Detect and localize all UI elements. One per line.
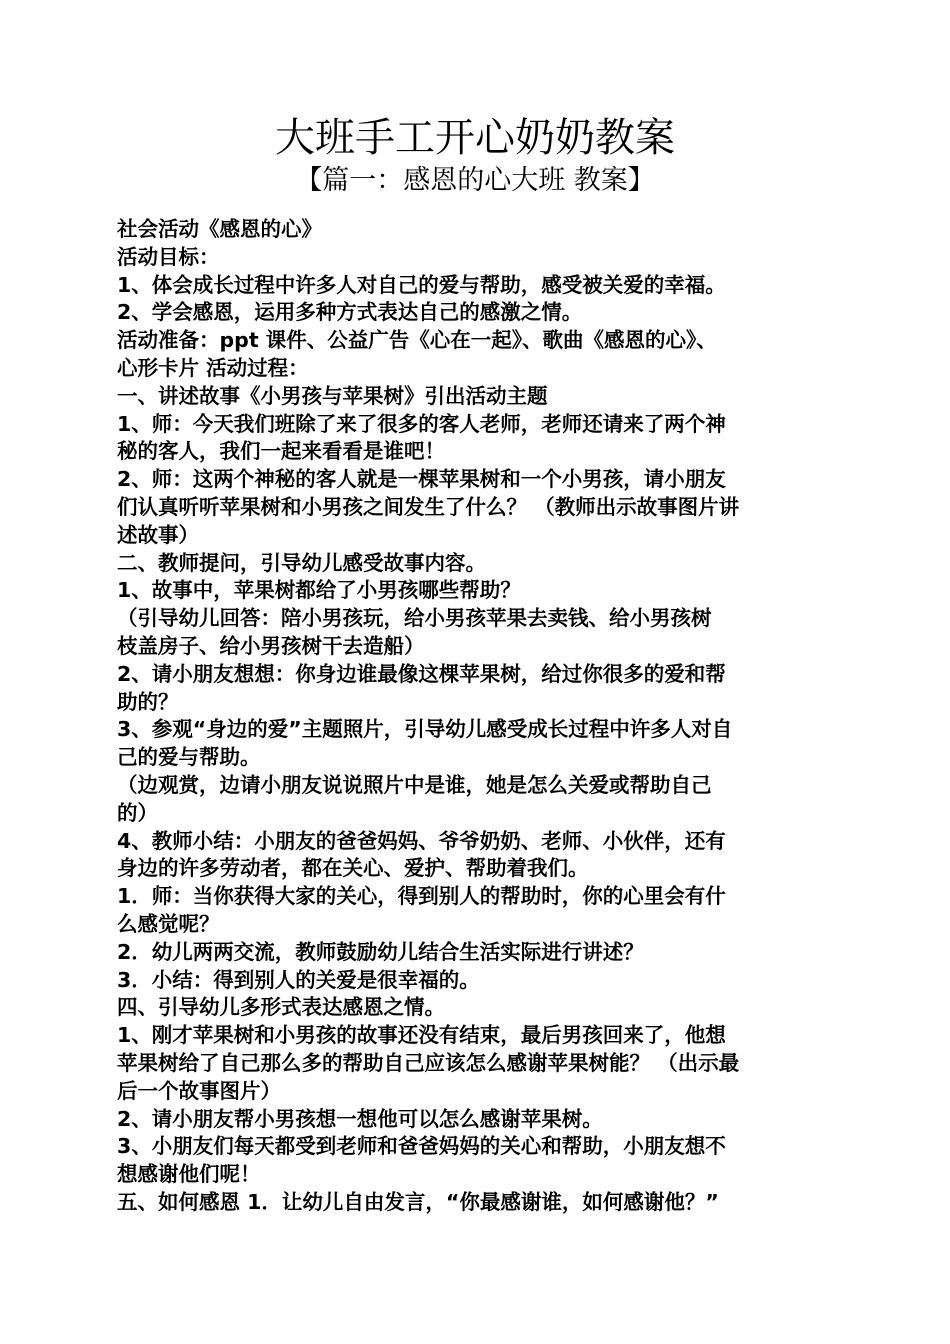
text-line: 秘的客人，我们一起来看看是谁吧！ — [117, 439, 445, 464]
text-line: 想感谢他们呢！ — [117, 1162, 261, 1187]
text-line: 的） — [117, 800, 158, 825]
text-line: 述故事） — [117, 522, 199, 547]
text-line: 2、请小朋友想想：你身边谁最像这棵苹果树，给过你很多的爱和帮 — [117, 661, 726, 686]
text-line: 1、故事中，苹果树都给了小男孩哪些帮助？ — [117, 578, 521, 603]
text-line: 1．师：当你获得大家的关心，得到别人的帮助时，你的心里会有什 — [117, 884, 726, 909]
document-subtitle: 【篇一：感恩的心大班 教案】 — [295, 165, 655, 196]
text-line: 心形卡片 活动过程： — [117, 355, 309, 380]
document-body — [117, 216, 842, 1217]
text-line: 1、体会成长过程中许多人对自己的爱与帮助，感受被关爱的幸福。 — [117, 272, 726, 297]
text-line: 2．幼儿两两交流，教师鼓励幼儿结合生活实际进行讲述？ — [117, 939, 644, 964]
text-line: 四、引导幼儿多形式表达感恩之情。 — [117, 995, 445, 1020]
text-line: 3．小结：得到别人的关爱是很幸福的。 — [117, 967, 480, 992]
text-line: 一、讲述故事《小男孩与苹果树》引出活动主题 — [117, 383, 548, 408]
text-line: 枝盖房子、给小男孩树干去造船） — [117, 633, 425, 658]
text-line: 后一个故事图片） — [117, 1078, 281, 1103]
text-line: 身边的许多劳动者，都在关心、爱护、帮助着我们。 — [117, 856, 589, 881]
text-line: 2、师：这两个神秘的客人就是一棵苹果树和一个小男孩，请小朋友 — [117, 467, 726, 492]
text-line: （边观赏，边请小朋友说说照片中是谁，她是怎么关爱或帮助自己 — [117, 772, 712, 797]
text-line: （引导幼儿回答：陪小男孩玩，给小男孩苹果去卖钱、给小男孩树 — [117, 606, 712, 631]
text-line: 活动目标： — [117, 244, 220, 269]
text-line: 们认真听听苹果树和小男孩之间发生了什么？ （教师出示故事图片讲 — [117, 494, 740, 519]
text-line: 苹果树给了自己那么多的帮助自己应该怎么感谢苹果树能？ （出示最 — [117, 1050, 740, 1075]
text-line: 五、如何感恩 1．让幼儿自由发言，“你最感谢谁，如何感谢他？” — [117, 1189, 719, 1214]
text-line: 4、教师小结：小朋友的爸爸妈妈、爷爷奶奶、老师、小伙伴，还有 — [117, 828, 726, 853]
text-line: 活动准备：ppt 课件、公益广告《心在一起》、歌曲《感恩的心》、 — [117, 328, 717, 353]
text-line: 3、小朋友们每天都受到老师和爸爸妈妈的关心和帮助，小朋友想不 — [117, 1134, 726, 1159]
text-line: 2、学会感恩，运用多种方式表达自己的感激之情。 — [117, 300, 583, 325]
text-line: 1、刚才苹果树和小男孩的故事还没有结束，最后男孩回来了，他想 — [117, 1023, 726, 1048]
text-line: 己的爱与帮助。 — [117, 745, 261, 770]
text-line: 3、参观“身边的爱”主题照片，引导幼儿感受成长过程中许多人对自 — [117, 717, 733, 742]
text-line: 1、师：今天我们班除了来了很多的客人老师，老师还请来了两个神 — [117, 411, 726, 436]
text-line: 么感觉呢？ — [117, 911, 220, 936]
text-line: 助的？ — [117, 689, 179, 714]
text-line: 2、请小朋友帮小男孩想一想他可以怎么感谢苹果树。 — [117, 1106, 603, 1131]
document-title: 大班手工开心奶奶教案 — [275, 115, 675, 161]
text-line: 社会活动《感恩的心》 — [117, 217, 322, 241]
text-line: 二、教师提问，引导幼儿感受故事内容。 — [117, 550, 486, 575]
